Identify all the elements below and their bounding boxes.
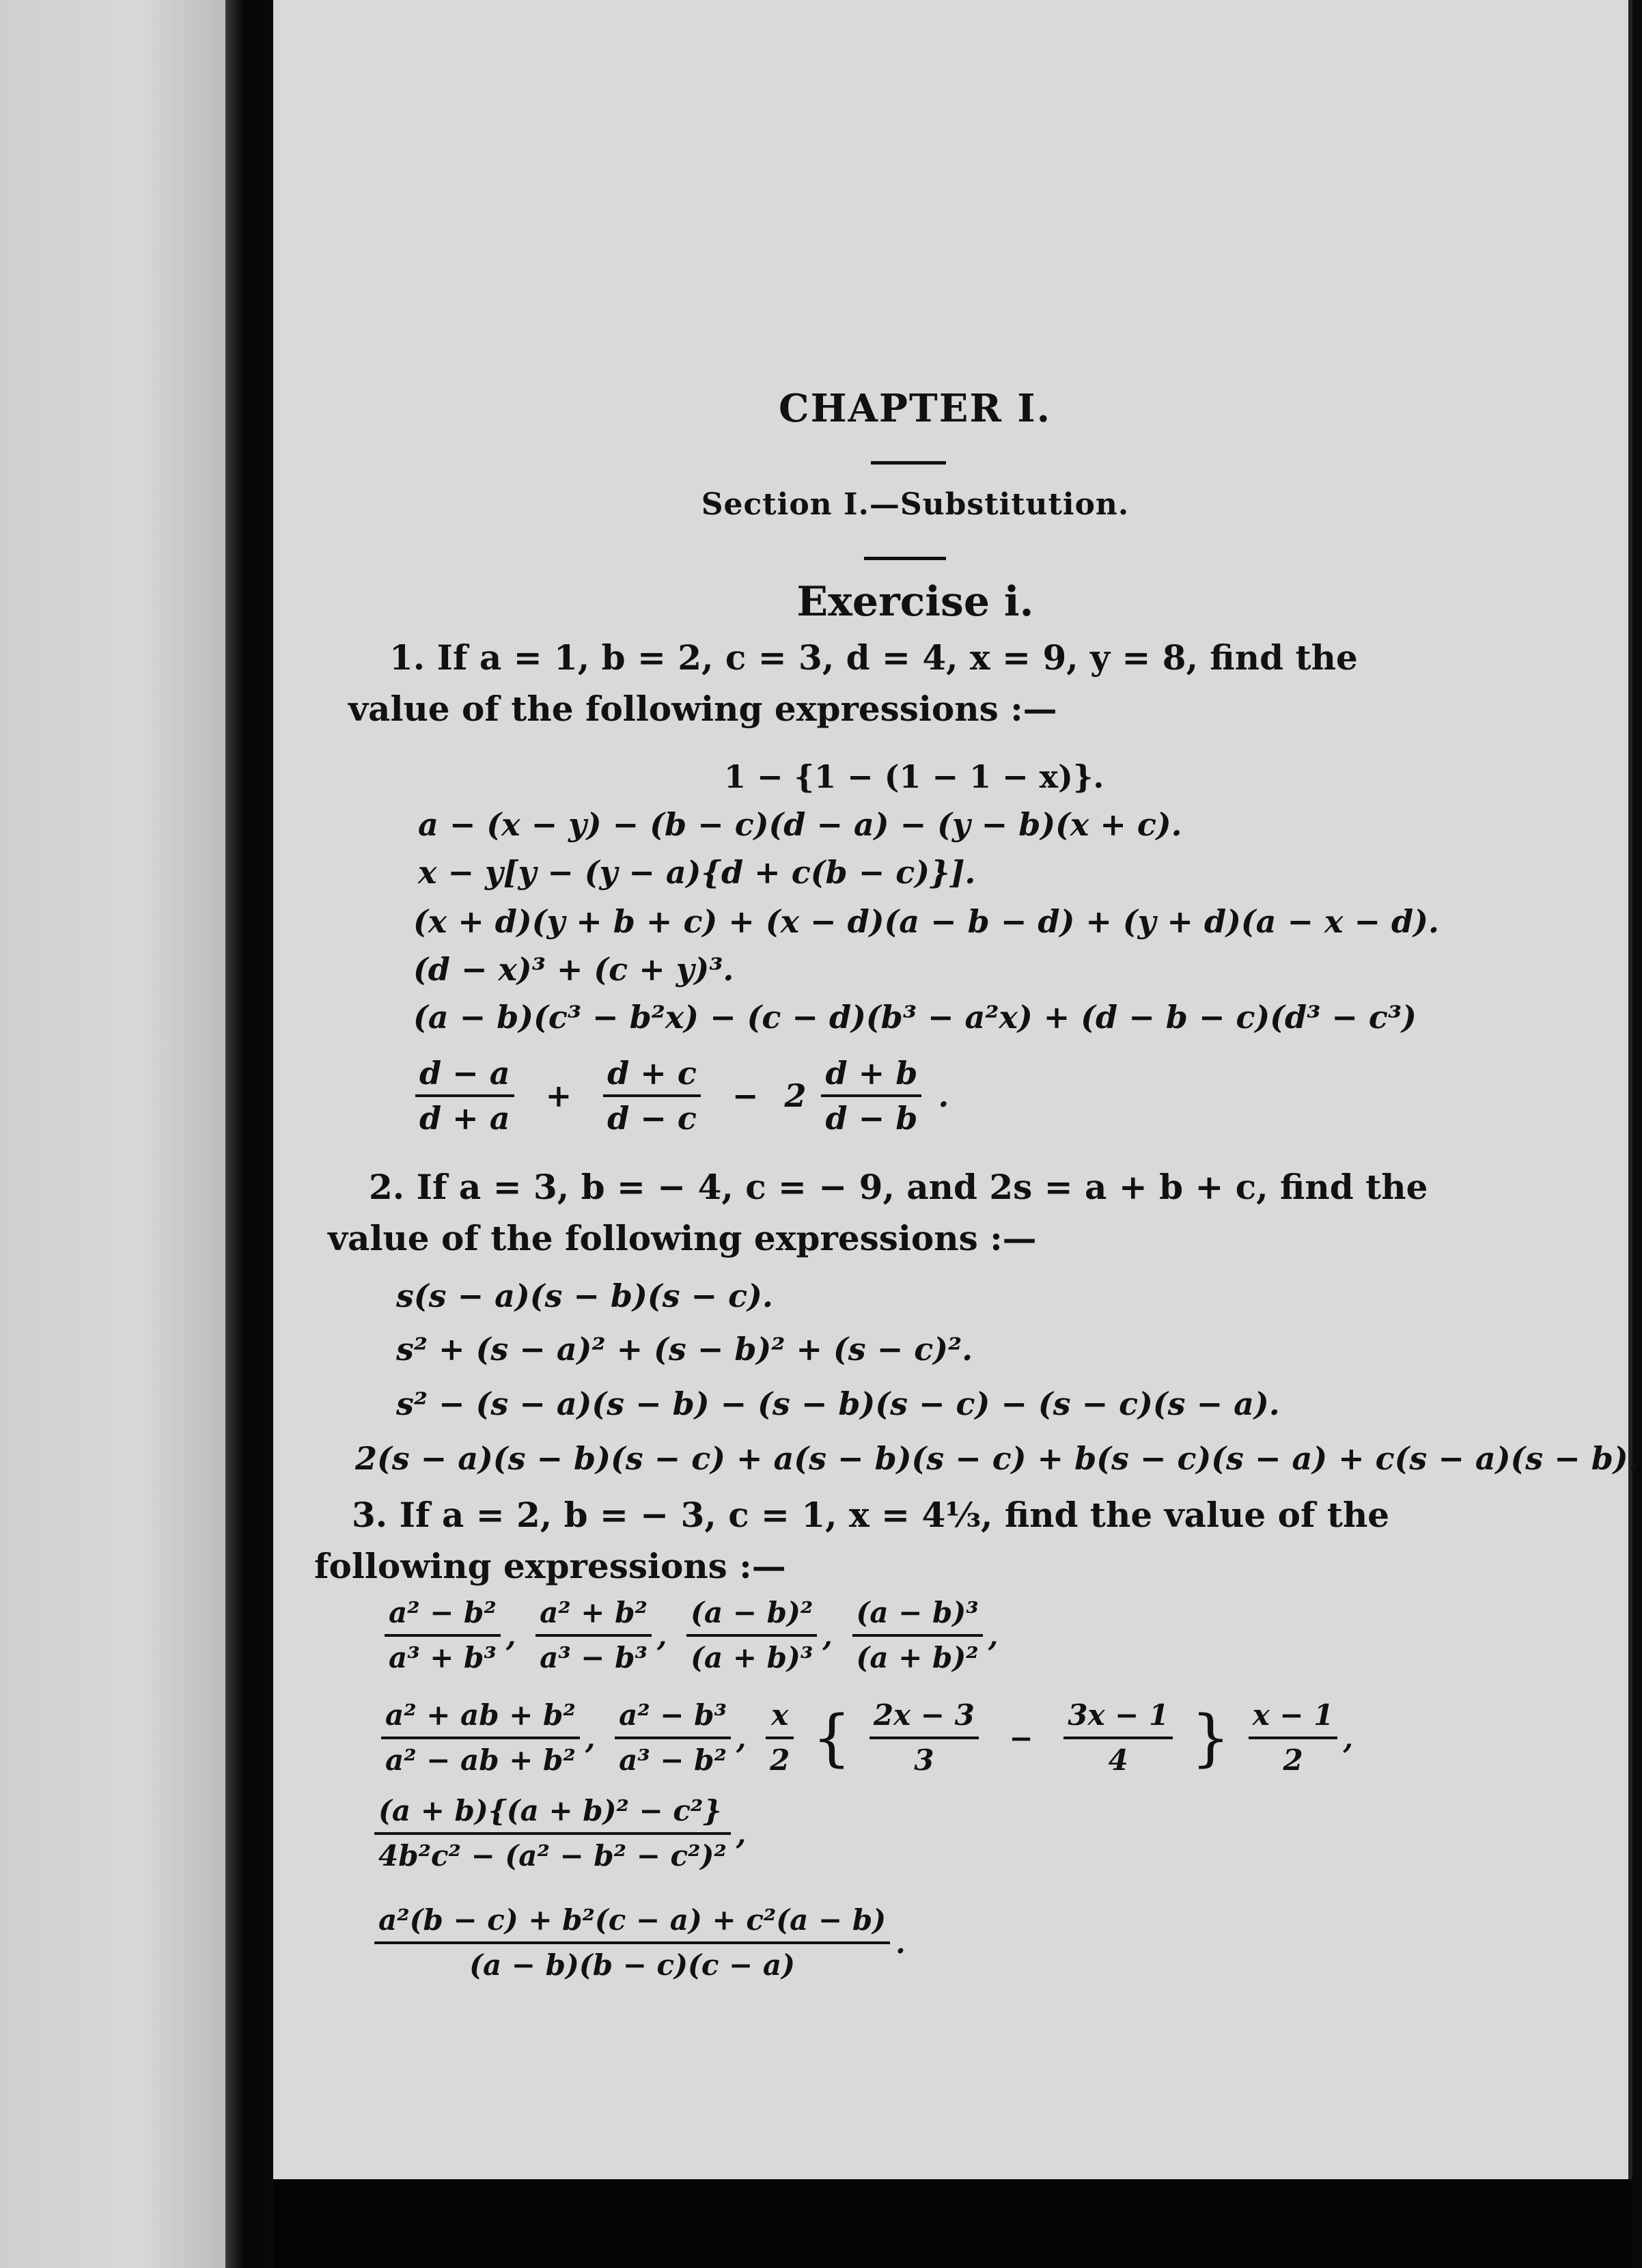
scan-border-bottom: [273, 2179, 1642, 2268]
fraction: $\frac{\text{a² − b²}}{\text{a³ + b³}}$: [385, 1592, 501, 1679]
fraction: $\frac{\text{a² + b²}}{\text{a³ − b³}}$: [535, 1592, 652, 1679]
fraction: $\frac{\text{a² − b³}}{\text{a³ − b²}}$: [615, 1694, 731, 1782]
fraction: $\frac{d + b}{d - b}$: [821, 1052, 921, 1139]
section-rule: [864, 557, 946, 560]
fraction: $\frac{3x - 1}{4}$: [1063, 1694, 1173, 1782]
fraction: $\frac{\text{a²(b − c) + b²(c − a) + c²(a − b)}}{(a - b)(b - c)(c - a)}$: [374, 1899, 890, 1987]
chapter-rule: [871, 461, 946, 465]
fraction: $\frac{\text{a² + ab + b²}}{\text{a² − ab + b²}}$: [381, 1694, 580, 1782]
minus-operator: −: [732, 1077, 759, 1114]
q1-intro: 1. If a = 1, b = 2, c = 3, d = 4, x = 9, y = 8, find the: [389, 637, 1358, 678]
adjacent-page-edge: [0, 0, 225, 2268]
fraction: $\frac{\text{(a − b)²}}{\text{(a + b)³}}$: [686, 1592, 817, 1679]
q2-intro-cont: value of the following expressions :—: [328, 1218, 1037, 1258]
coefficient: 2: [784, 1077, 807, 1114]
fraction: $\frac{\text{(a + b)\{(a + b)² − c²\}}}{\text{4b²c² − (a² − b² − c²)²}}$: [374, 1790, 731, 1877]
q1-expression: x − y[y − (y − a){d + c(b − c)}].: [418, 854, 976, 891]
q2-expression: 2(s − a)(s − b)(s − c) + a(s − b)(s − c) + b(s − c)(s − a) + c(s − a)(s − b).: [355, 1440, 1639, 1477]
q1-intro-cont: value of the following expressions :—: [348, 689, 1057, 729]
book-gutter: [225, 0, 273, 2268]
plus-operator: +: [545, 1077, 572, 1114]
q3-intro: 3. If a = 2, b = − 3, c = 1, x = 4⅓, find the value of the: [352, 1495, 1390, 1535]
q3-fraction-row: $\frac{\text{(a + b)\{(a + b)² − c²\}}}{\text{4b²c² − (a² − b² − c²)²}}$ ,: [369, 1790, 750, 1877]
fraction: $\frac{x - 1}{2}$: [1249, 1694, 1338, 1782]
chapter-heading: CHAPTER I.: [779, 386, 1052, 431]
section-heading: Section I.—Substitution.: [701, 487, 1130, 522]
q3-fraction-row: $\frac{\text{a²(b − c) + b²(c − a) + c²(a − b)}}{(a - b)(b - c)(c - a)}$ .: [369, 1899, 910, 1987]
q2-expression: s(s − a)(s − b)(s − c).: [396, 1277, 773, 1314]
q1-expression: (a − b)(c³ − b²x) − (c − d)(b³ − a²x) + (d − b − c)(d³ − c³): [413, 999, 1417, 1036]
fraction: $\frac{2x - 3}{3}$: [869, 1694, 979, 1782]
q1-expression: 1 − {1 − (1 − 1 − x)}.: [724, 758, 1104, 795]
q2-intro: 2. If a = 3, b = − 4, c = − 9, and 2s = a + b + c, find the: [369, 1167, 1428, 1207]
fraction: $\frac{d + c}{d - c}$: [603, 1052, 701, 1139]
fraction: $\frac{d - a}{d + a}$: [415, 1052, 514, 1139]
q2-expression: s² − (s − a)(s − b) − (s − b)(s − c) − (s − c)(s − a).: [396, 1385, 1280, 1422]
q3-intro-cont: following expressions :—: [314, 1546, 786, 1586]
q1-expression: (x + d)(y + b + c) + (x − d)(a − b − d) + (y + d)(a − x − d).: [413, 903, 1439, 940]
q1-fraction-expression: $\frac{d - a}{d + a}$ + $\frac{d + c}{d - c}$ − 2 $\frac{d + b}{d - b}$ .: [410, 1052, 953, 1139]
q3-fraction-row: $\frac{\text{a² − b²}}{\text{a³ + b³}}$ , $\frac{\text{a² + b²}}{\text{a³ − b³}}$ , $\frac{\text{(a − b)²}}{\text{(a + b)³}}$ , $\frac{\text{(a − b)³}}{\text{(a + b)²}}$ ,: [379, 1592, 1002, 1679]
exercise-heading: Exercise i.: [796, 578, 1034, 626]
scan-border-right: [1632, 0, 1642, 2268]
q1-expression: (d − x)³ + (c + y)³.: [413, 951, 734, 988]
fraction: $\frac{\text{(a − b)³}}{\text{(a + b)²}}$: [852, 1592, 983, 1679]
q1-expression: a − (x − y) − (b − c)(d − a) − (y − b)(x + c).: [418, 806, 1182, 843]
q2-expression: s² + (s − a)² + (s − b)² + (s − c)².: [396, 1331, 973, 1368]
q3-fraction-row: $\frac{\text{a² + ab + b²}}{\text{a² − ab + b²}}$ , $\frac{\text{a² − b³}}{\text{a³ − b²}}$ , $\frac{x}{2}$ { $\frac{2x - 3}{3}$ − $\frac{3x - 1}{4}$ } $\frac{x - 1}{2}$ ,: [376, 1694, 1357, 1782]
fraction: $\frac{x}{2}$: [766, 1694, 794, 1782]
